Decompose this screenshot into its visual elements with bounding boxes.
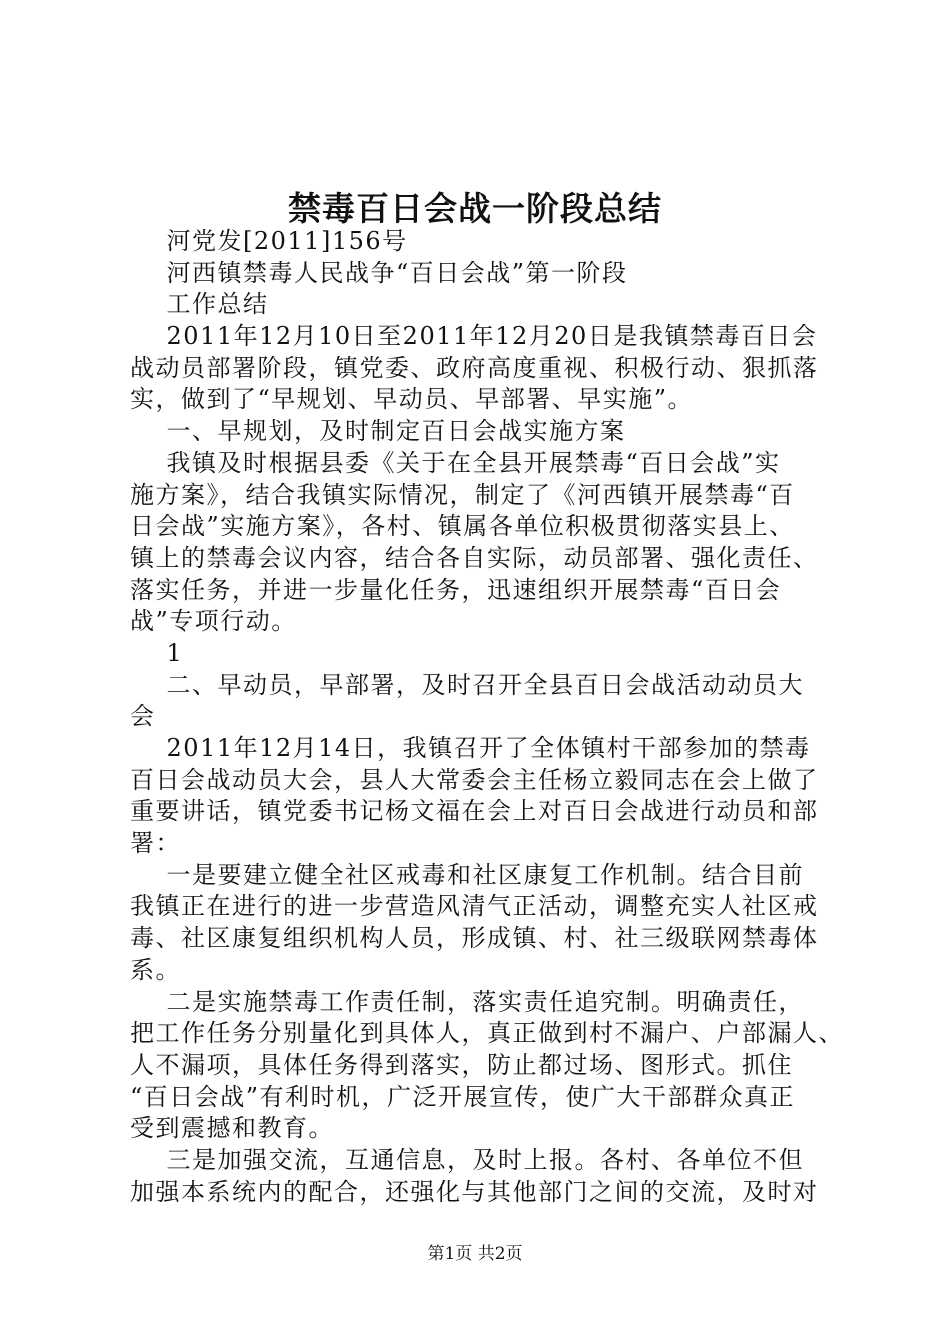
body-line: 会 <box>130 702 156 731</box>
body-line: 河党发[2011]156号 <box>130 227 408 255</box>
body-line: 一是要建立健全社区戒毒和社区康复工作机制。结合目前 <box>130 860 805 889</box>
body-line: 把工作任务分别量化到具体人，真正做到村不漏户、户部漏人、 <box>130 1019 844 1048</box>
body-line: 二、早动员，早部署，及时召开全县百日会战活动动员大 <box>130 670 805 699</box>
body-line: 重要讲话，镇党委书记杨文福在会上对百日会战进行动员和部 <box>130 797 819 826</box>
body-line: 施方案》，结合我镇实际情况，制定了《河西镇开展禁毒“百 <box>130 480 795 509</box>
body-line: 镇上的禁毒会议内容，结合各自实际，动员部署、强化责任、 <box>130 543 819 572</box>
body-line: 2011年12月14日，我镇召开了全体镇村干部参加的禁毒 <box>130 734 811 762</box>
body-line: 毒、社区康复组织机构人员，形成镇、村、社三级联网禁毒体 <box>130 924 819 953</box>
page-footer: 第1页 共2页 <box>427 1244 523 1264</box>
body-line: 受到震撼和教育。 <box>130 1114 334 1143</box>
body-line: 人不漏项，具体任务得到落实，防止都过场、图形式。抓住 <box>130 1050 793 1079</box>
body-line: 系。 <box>130 955 181 984</box>
body-line: 战动员部署阶段，镇党委、政府高度重视、积极行动、狠抓落 <box>130 353 819 382</box>
body-line: 我镇及时根据县委《关于在全县开展禁毒“百日会战”实 <box>130 448 781 477</box>
body-line: 工作总结 <box>130 290 269 319</box>
body-line: 2011年12月10日至2011年12月20日是我镇禁毒百日会 <box>130 322 818 351</box>
body-line: 日会战”实施方案》，各村、镇属各单位积极贯彻落实县上、 <box>130 512 795 541</box>
body-line: 我镇正在进行的进一步营造风清气正活动，调整充实人社区戒 <box>130 892 819 921</box>
body-line: 战”专项行动。 <box>130 607 297 636</box>
body-line: 加强本系统内的配合，还强化与其他部门之间的交流，及时对 <box>130 1177 819 1206</box>
body-line: 署： <box>130 829 181 858</box>
body-line: 一、早规划，及时制定百日会战实施方案 <box>130 417 626 446</box>
document-body <box>130 226 844 1208</box>
body-line: 实，做到了“早规划、早动员、早部署、早实施”。 <box>130 385 694 414</box>
body-line: 百日会战动员大会，县人大常委会主任杨立毅同志在会上做了 <box>130 765 819 794</box>
body-line: 落实任务，并进一步量化任务，迅速组织开展禁毒“百日会 <box>130 575 782 604</box>
body-line: 1 <box>130 638 184 667</box>
document-title: 禁毒百日会战一阶段总结 <box>288 189 662 228</box>
body-line: 二是实施禁毒工作责任制，落实责任追究制。明确责任， <box>130 987 805 1016</box>
body-line: 三是加强交流，互通信息，及时上报。各村、各单位不但 <box>130 1145 805 1174</box>
body-line: 河西镇禁毒人民战争“百日会战”第一阶段 <box>130 258 628 287</box>
body-line: “百日会战”有利时机，广泛开展宣传，使广大干部群众真正 <box>130 1082 796 1111</box>
